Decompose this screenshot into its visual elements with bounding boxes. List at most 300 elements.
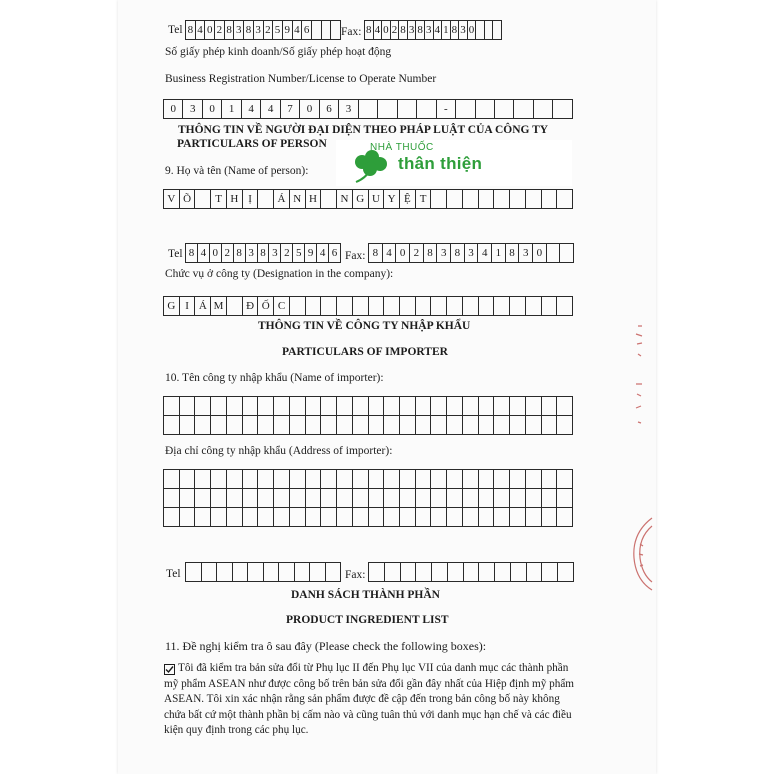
char-box: 3: [425, 21, 434, 39]
char-box: 1: [222, 100, 241, 118]
char-box: 0: [468, 21, 477, 39]
empty-box: [211, 397, 227, 415]
empty-box: [369, 489, 385, 507]
char-box: Õ: [180, 190, 196, 208]
char-box: [431, 297, 447, 315]
person-heading-vi: THÔNG TIN VỀ NGƯỜI ĐẠI DIỆN THEO PHÁP LUẬT CỦA CÔNG TY: [178, 124, 549, 136]
char-box: [463, 190, 479, 208]
empty-box: [385, 563, 401, 581]
char-box: [195, 190, 211, 208]
char-box: 4: [198, 244, 210, 262]
empty-box: [353, 470, 369, 488]
char-box: [384, 297, 400, 315]
importer-name-label: 10. Tên công ty nhập khẩu (Name of importer):: [165, 372, 384, 384]
empty-box: [400, 489, 416, 507]
char-box: 1: [442, 21, 451, 39]
ingredient-heading-en: PRODUCT INGREDIENT LIST: [286, 614, 449, 626]
empty-box: [295, 563, 311, 581]
char-box: [547, 244, 561, 262]
empty-box: [164, 416, 180, 434]
char-box: [398, 100, 417, 118]
tel-label-top: Tel: [168, 24, 183, 36]
empty-box: [384, 416, 400, 434]
char-box: 9: [283, 21, 293, 39]
empty-box: [227, 470, 243, 488]
empty-box: [463, 489, 479, 507]
empty-box: [384, 508, 400, 526]
empty-box: [290, 489, 306, 507]
empty-box: [353, 397, 369, 415]
char-box: 4: [293, 21, 303, 39]
char-box: 0: [382, 21, 391, 39]
char-box: [553, 100, 572, 118]
fax-top-boxes: [364, 20, 502, 40]
char-box: G: [164, 297, 180, 315]
empty-box: [321, 397, 337, 415]
empty-box: [369, 397, 385, 415]
char-box: Y: [384, 190, 400, 208]
char-box: [258, 190, 274, 208]
empty-box: [542, 470, 558, 488]
empty-box: [164, 397, 180, 415]
char-box: [463, 297, 479, 315]
char-box: 4: [196, 21, 206, 39]
char-box: [526, 190, 542, 208]
char-box: Ố: [258, 297, 274, 315]
empty-box: [274, 470, 290, 488]
char-box: [534, 100, 553, 118]
importer-fax-label: Fax:: [345, 569, 366, 581]
license-number-boxes: [163, 99, 573, 119]
char-box: 3: [339, 100, 358, 118]
char-box: N: [290, 190, 306, 208]
char-box: 4: [383, 244, 397, 262]
empty-box: [510, 489, 526, 507]
char-box: 4: [374, 21, 383, 39]
char-box: 8: [424, 244, 438, 262]
char-box: [227, 297, 243, 315]
empty-box: [180, 508, 196, 526]
empty-box: [526, 397, 542, 415]
char-box: 8: [369, 244, 383, 262]
designation-boxes: [163, 296, 573, 316]
empty-box: [557, 470, 573, 488]
empty-box: [233, 563, 249, 581]
char-box: [416, 297, 432, 315]
empty-box: [243, 416, 259, 434]
char-box: Ệ: [400, 190, 416, 208]
empty-box: [306, 489, 322, 507]
empty-box: [416, 470, 432, 488]
empty-box: [479, 563, 495, 581]
char-box: 8: [225, 21, 235, 39]
char-box: [479, 190, 495, 208]
char-box: G: [353, 190, 369, 208]
empty-box: [447, 470, 463, 488]
char-box: 2: [281, 244, 293, 262]
char-box: 6: [320, 100, 339, 118]
empty-box: [510, 416, 526, 434]
importer-fax-boxes: [368, 562, 574, 582]
char-box: 4: [478, 244, 492, 262]
empty-box: [306, 508, 322, 526]
char-box: I: [180, 297, 196, 315]
empty-box: [186, 563, 202, 581]
empty-box: [431, 508, 447, 526]
char-box: [447, 297, 463, 315]
empty-box: [337, 508, 353, 526]
char-box: 8: [416, 21, 425, 39]
empty-box: [542, 508, 558, 526]
empty-box: [431, 489, 447, 507]
importer-tel-label: Tel: [166, 568, 181, 580]
person-fax-label: Fax:: [345, 250, 366, 262]
empty-box: [321, 489, 337, 507]
empty-box: [180, 470, 196, 488]
char-box: 3: [437, 244, 451, 262]
char-box: N: [337, 190, 353, 208]
char-box: 9: [305, 244, 317, 262]
char-box: 3: [459, 21, 468, 39]
empty-box: [447, 508, 463, 526]
empty-box: [353, 416, 369, 434]
char-box: [494, 190, 510, 208]
fax-label-top: Fax:: [341, 26, 362, 38]
char-box: C: [274, 297, 290, 315]
empty-box: [494, 397, 510, 415]
char-box: 8: [451, 244, 465, 262]
empty-box: [290, 508, 306, 526]
empty-box: [369, 416, 385, 434]
char-box: T: [416, 190, 432, 208]
empty-box: [195, 470, 211, 488]
char-box: [557, 297, 573, 315]
char-box: Đ: [243, 297, 259, 315]
char-box: [321, 190, 337, 208]
empty-box: [400, 508, 416, 526]
char-box: [479, 297, 495, 315]
char-box: 3: [234, 21, 244, 39]
empty-box: [211, 470, 227, 488]
empty-box: [306, 470, 322, 488]
importer-heading-vi: THÔNG TIN VỀ CÔNG TY NHẬP KHẨU: [258, 320, 471, 332]
char-box: H: [227, 190, 243, 208]
char-box: 5: [293, 244, 305, 262]
char-box: 8: [186, 21, 196, 39]
empty-box: [431, 416, 447, 434]
char-box: [312, 21, 322, 39]
empty-box: [369, 470, 385, 488]
char-box: [542, 297, 558, 315]
empty-box: [274, 416, 290, 434]
char-box: [400, 297, 416, 315]
empty-box: [526, 416, 542, 434]
char-box: [476, 100, 495, 118]
char-box: V: [164, 190, 180, 208]
empty-box: [494, 508, 510, 526]
char-box: 3: [246, 244, 258, 262]
char-box: [290, 297, 306, 315]
char-box: [542, 190, 558, 208]
char-box: 4: [242, 100, 261, 118]
empty-box: [510, 470, 526, 488]
char-box: [510, 297, 526, 315]
empty-box: [400, 470, 416, 488]
empty-box: [416, 489, 432, 507]
char-box: 3: [269, 244, 281, 262]
char-box: [493, 21, 502, 39]
char-box: 0: [205, 21, 215, 39]
char-box: [476, 21, 485, 39]
char-box: U: [369, 190, 385, 208]
char-box: 0: [533, 244, 547, 262]
empty-box: [202, 563, 218, 581]
empty-box: [527, 563, 543, 581]
empty-box: [274, 397, 290, 415]
empty-box: [479, 397, 495, 415]
char-box: [456, 100, 475, 118]
red-stamp-fragment: [628, 318, 654, 618]
char-box: 0: [300, 100, 319, 118]
ingredient-heading-vi: DANH SÁCH THÀNH PHẦN: [291, 589, 440, 601]
person-heading-en: PARTICULARS OF PERSON: [177, 138, 327, 150]
person-name-boxes: [163, 189, 573, 209]
char-box: [495, 100, 514, 118]
char-box: [514, 100, 533, 118]
char-box: [353, 297, 369, 315]
clover-logo-icon: [344, 148, 406, 184]
char-box: [337, 297, 353, 315]
empty-box: [164, 508, 180, 526]
char-box: [485, 21, 494, 39]
char-box: T: [211, 190, 227, 208]
empty-box: [274, 508, 290, 526]
empty-box: [337, 416, 353, 434]
char-box: 6: [302, 21, 312, 39]
empty-box: [400, 416, 416, 434]
tel-top-boxes: [185, 20, 341, 40]
empty-box: [463, 470, 479, 488]
empty-box: [337, 470, 353, 488]
watermark-brand-text: thân thiện: [398, 154, 483, 173]
empty-box: [258, 470, 274, 488]
empty-box: [227, 397, 243, 415]
empty-box: [432, 563, 448, 581]
char-box: [560, 244, 574, 262]
license-label-vi: Số giấy phép kinh doanh/Số giấy phép hoạt động: [165, 46, 392, 58]
empty-box: [306, 416, 322, 434]
empty-box: [306, 397, 322, 415]
empty-box: [464, 563, 480, 581]
importer-name-row-2: [163, 415, 573, 435]
empty-box: [557, 397, 573, 415]
empty-box: [511, 563, 527, 581]
empty-box: [227, 489, 243, 507]
empty-box: [494, 470, 510, 488]
char-box: 8: [244, 21, 254, 39]
empty-box: [321, 416, 337, 434]
empty-box: [310, 563, 326, 581]
importer-heading-en: PARTICULARS OF IMPORTER: [282, 346, 448, 358]
char-box: [431, 190, 447, 208]
empty-box: [369, 508, 385, 526]
empty-box: [479, 489, 495, 507]
person-fax-boxes: [368, 243, 574, 263]
empty-box: [401, 563, 417, 581]
empty-box: [195, 508, 211, 526]
char-box: 2: [222, 244, 234, 262]
char-box: 4: [261, 100, 280, 118]
empty-box: [243, 470, 259, 488]
empty-box: [195, 397, 211, 415]
empty-box: [447, 416, 463, 434]
importer-address-row-1: [163, 469, 573, 489]
char-box: 6: [329, 244, 341, 262]
empty-box: [447, 397, 463, 415]
empty-box: [211, 508, 227, 526]
empty-box: [243, 508, 259, 526]
char-box: [557, 190, 573, 208]
empty-box: [479, 416, 495, 434]
char-box: Á: [195, 297, 211, 315]
empty-box: [290, 470, 306, 488]
char-box: 1: [492, 244, 506, 262]
empty-box: [258, 397, 274, 415]
empty-box: [353, 489, 369, 507]
char-box: -: [437, 100, 456, 118]
char-box: 0: [210, 244, 222, 262]
empty-box: [479, 508, 495, 526]
empty-box: [180, 416, 196, 434]
char-box: [417, 100, 436, 118]
empty-box: [195, 416, 211, 434]
char-box: 3: [254, 21, 264, 39]
empty-box: [542, 397, 558, 415]
char-box: 2: [410, 244, 424, 262]
char-box: [369, 297, 385, 315]
char-box: [526, 297, 542, 315]
empty-box: [557, 508, 573, 526]
license-label-en: Business Registration Number/License to Operate Number: [165, 73, 437, 85]
pharmacy-watermark-logo: [336, 140, 572, 186]
char-box: [494, 297, 510, 315]
empty-box: [195, 489, 211, 507]
watermark-top-text: NHÀ THUỐC: [370, 142, 434, 153]
empty-box: [526, 470, 542, 488]
empty-box: [211, 489, 227, 507]
empty-box: [542, 563, 558, 581]
empty-box: [258, 489, 274, 507]
empty-box: [416, 563, 432, 581]
empty-box: [321, 470, 337, 488]
importer-address-row-3: [163, 507, 573, 527]
empty-box: [463, 508, 479, 526]
importer-tel-boxes: [185, 562, 341, 582]
empty-box: [243, 489, 259, 507]
empty-box: [279, 563, 295, 581]
char-box: 8: [365, 21, 374, 39]
empty-box: [290, 416, 306, 434]
char-box: [306, 297, 322, 315]
person-name-label: 9. Họ và tên (Name of person):: [165, 165, 309, 177]
empty-box: [558, 563, 574, 581]
char-box: H: [306, 190, 322, 208]
empty-box: [326, 563, 342, 581]
char-box: 0: [396, 244, 410, 262]
empty-box: [542, 416, 558, 434]
empty-box: [526, 508, 542, 526]
empty-box: [431, 470, 447, 488]
char-box: 8: [451, 21, 460, 39]
char-box: 8: [234, 244, 246, 262]
empty-box: [217, 563, 233, 581]
empty-box: [510, 397, 526, 415]
declaration-paragraph: Tôi đã kiểm tra bản sửa đổi từ Phụ lục II đến Phụ lục VII của danh mục các thành phần mỹ phẩm ASEAN như được công bố trên bản sửa đổi gần đây nhất của Hiệp định mỹ phẩm ASEAN. Tôi xin xác nhận rằng sản phẩm được đề cập đến trong bản công bố này không chứa bất cứ một thành phần bị cấm nào và cũng tuân thủ với danh mục hạn chế và các điều kiện quy định trong các phụ lục.: [164, 662, 574, 736]
empty-box: [495, 563, 511, 581]
empty-box: [337, 397, 353, 415]
char-box: 8: [399, 21, 408, 39]
char-box: 3: [183, 100, 202, 118]
empty-box: [510, 508, 526, 526]
empty-box: [557, 489, 573, 507]
empty-box: [400, 397, 416, 415]
empty-box: [479, 470, 495, 488]
char-box: 4: [434, 21, 443, 39]
empty-box: [258, 508, 274, 526]
char-box: 2: [391, 21, 400, 39]
empty-box: [463, 416, 479, 434]
person-tel-boxes: [185, 243, 341, 263]
char-box: 8: [506, 244, 520, 262]
empty-box: [384, 470, 400, 488]
char-box: 8: [258, 244, 270, 262]
designation-label: Chức vụ ở công ty (Designation in the company):: [165, 268, 394, 280]
empty-box: [180, 397, 196, 415]
empty-box: [353, 508, 369, 526]
char-box: Á: [274, 190, 290, 208]
empty-box: [416, 508, 432, 526]
empty-box: [416, 416, 432, 434]
check-boxes-label: 11. Đề nghị kiểm tra ô sau đây (Please check the following boxes):: [165, 639, 487, 653]
empty-box: [337, 489, 353, 507]
char-box: 0: [203, 100, 222, 118]
empty-box: [463, 397, 479, 415]
empty-box: [290, 397, 306, 415]
char-box: 8: [186, 244, 198, 262]
char-box: [378, 100, 397, 118]
empty-box: [447, 489, 463, 507]
char-box: 2: [264, 21, 274, 39]
empty-box: [384, 489, 400, 507]
char-box: 3: [519, 244, 533, 262]
empty-box: [248, 563, 264, 581]
empty-box: [494, 416, 510, 434]
empty-box: [227, 416, 243, 434]
char-box: [321, 297, 337, 315]
empty-box: [164, 489, 180, 507]
char-box: 0: [164, 100, 183, 118]
importer-address-label: Địa chỉ công ty nhập khẩu (Address of importer):: [165, 445, 393, 457]
char-box: 5: [273, 21, 283, 39]
char-box: 3: [408, 21, 417, 39]
empty-box: [557, 416, 573, 434]
empty-box: [384, 397, 400, 415]
empty-box: [526, 489, 542, 507]
empty-box: [416, 397, 432, 415]
empty-box: [321, 508, 337, 526]
empty-box: [243, 397, 259, 415]
char-box: [322, 21, 332, 39]
